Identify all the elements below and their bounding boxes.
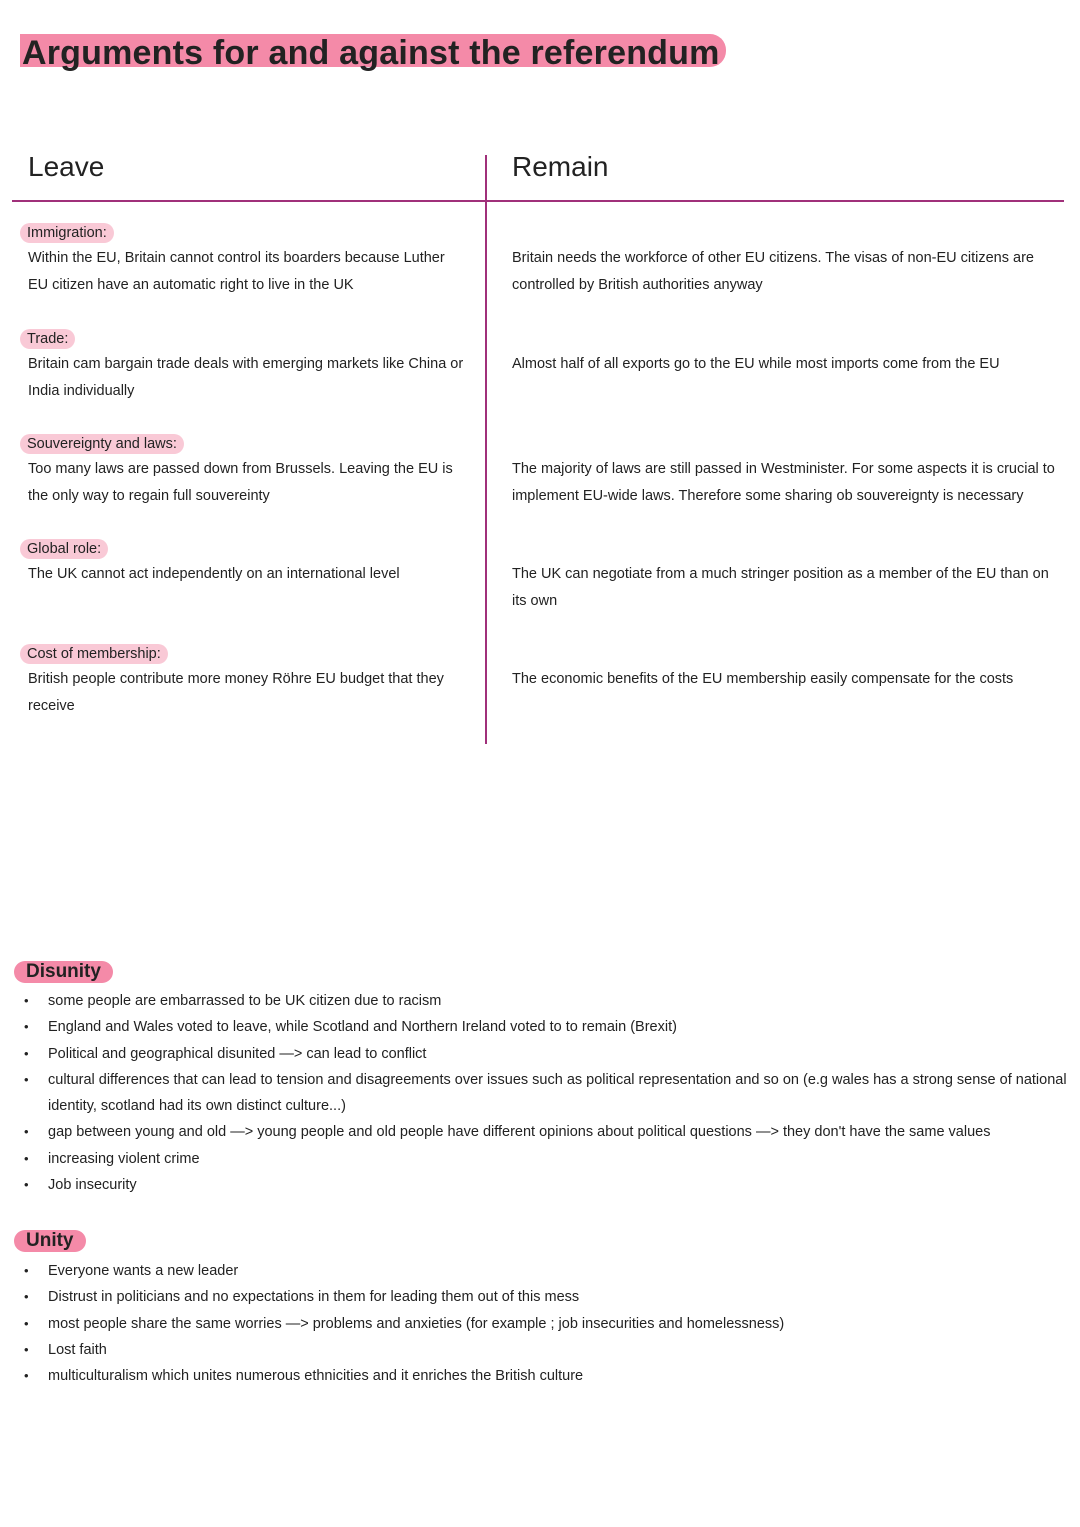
list-item: • some people are embarrassed to be UK citizen due to racism [20,988,1070,1014]
leave-argument: British people contribute more money Röhre EU budget that they receive [28,671,444,714]
disunity-heading: Disunity [14,961,113,983]
list-item: • Lost faith [20,1337,1070,1363]
disunity-list [20,988,1070,1198]
remain-argument: The UK can negotiate from a much stringer position as a member of the EU than on its own [512,566,1049,609]
category-label: Cost of membership: [20,644,168,664]
table-header-divider [12,200,1064,202]
leave-column-header: Leave [28,151,105,182]
unity-heading: Unity [14,1230,86,1252]
remain-column-header: Remain [512,151,609,182]
leave-argument: Within the EU, Britain cannot control its boarders because Luther EU citizen have an automatic right to live in the UK [28,250,445,293]
leave-argument: The UK cannot act independently on an international level [28,566,400,582]
remain-argument: Almost half of all exports go to the EU while most imports come from the EU [512,356,1000,372]
remain-argument: The majority of laws are still passed in Westminister. For some aspects it is crucial to implement EU-wide laws. Therefore some sharing ob souvereignty is necessary [512,461,1055,504]
list-item: • increasing violent crime [20,1146,1070,1172]
list-item: • gap between young and old —> young people and old people have different opinions about political questions —> they don't have the same values [20,1119,1070,1145]
list-item: • Job insecurity [20,1172,1070,1198]
remain-argument: Britain needs the workforce of other EU citizens. The visas of non-EU citizens are controlled by British authorities anyway [512,250,1034,293]
category-label: Immigration: [20,223,114,243]
category-label: Trade: [20,329,75,349]
list-item: • cultural differences that can lead to tension and disagreements over issues such as political representation and so on (e.g wales has a strong sense of national identity, scotland had its own distinct culture...) [20,1067,1070,1120]
leave-argument: Too many laws are passed down from Brussels. Leaving the EU is the only way to regain full souvereinty [28,461,453,504]
list-item: • Political and geographical disunited —> can lead to conflict [20,1041,1070,1067]
list-item: • England and Wales voted to leave, while Scotland and Northern Ireland voted to to remain (Brexit) [20,1014,1070,1040]
category-label: Global role: [20,539,108,559]
list-item: • most people share the same worries —> problems and anxieties (for example ; job insecurities and homelessness) [20,1311,1070,1337]
list-item: • Distrust in politicians and no expectations in them for leading them out of this mess [20,1284,1070,1310]
category-label: Souvereignty and laws: [20,434,184,454]
list-item: • multiculturalism which unites numerous ethnicities and it enriches the British culture [20,1363,1070,1389]
unity-list [20,1258,1070,1389]
page-title: Arguments for and against the referendum [20,34,726,67]
leave-argument: Britain cam bargain trade deals with emerging markets like China or India individually [28,356,464,399]
remain-argument: The economic benefits of the EU membership easily compensate for the costs [512,671,1014,687]
list-item: • Everyone wants a new leader [20,1258,1070,1284]
table-column-divider [485,155,487,744]
